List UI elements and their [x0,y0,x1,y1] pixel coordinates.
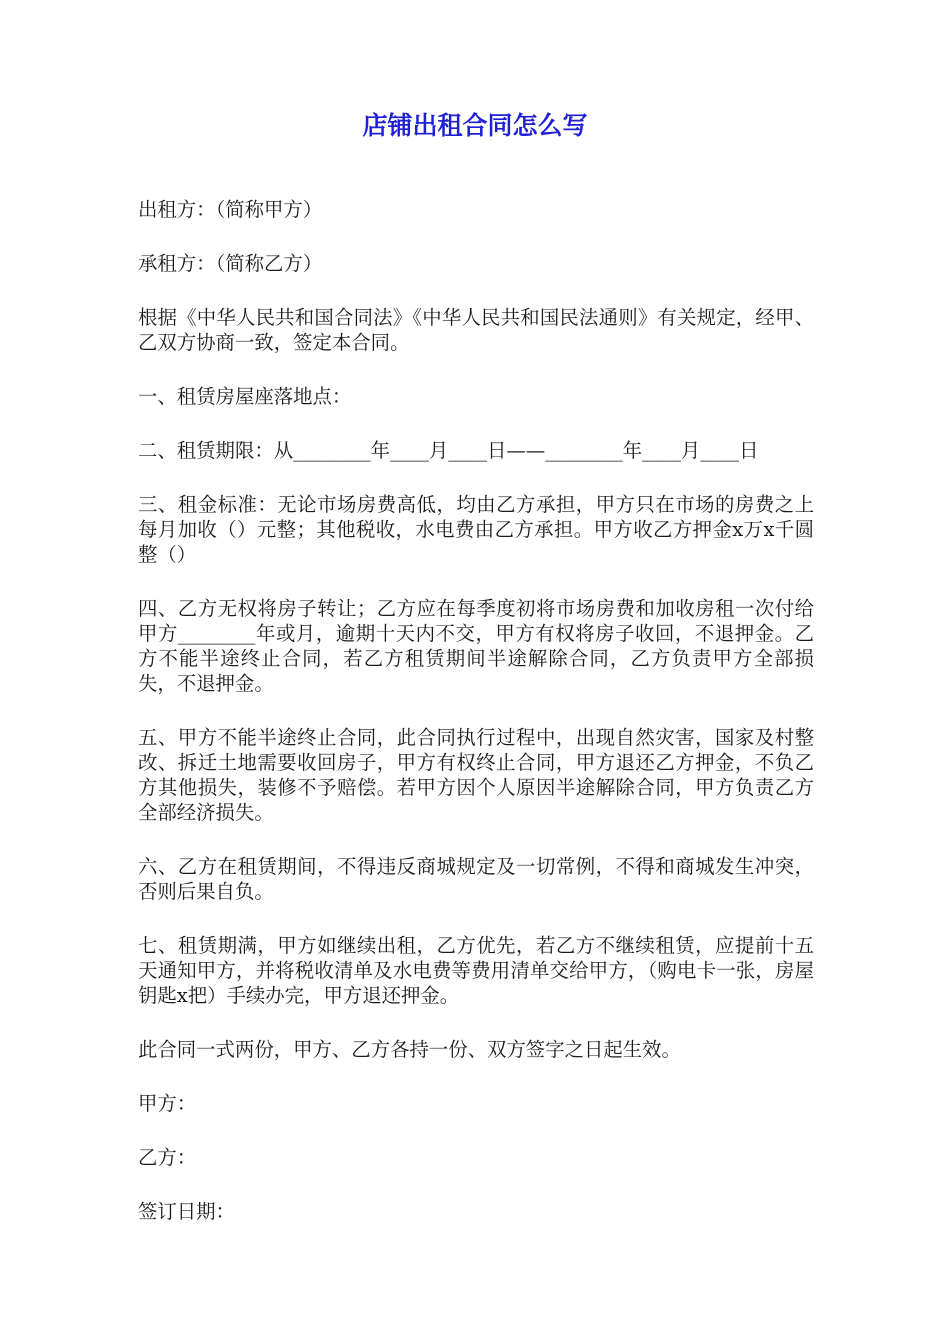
paragraph-lessor: 出租方：（简称甲方） [138,198,323,221]
paragraph-validity: 此合同一式两份，甲方、乙方各持一份、双方签字之日起生效。 [138,1038,681,1061]
paragraph-clause-2: 二、租赁期限：从________年____月____日——________年____月____日 [138,439,759,462]
paragraph-clause-3: 三、租金标准：无论市场房费高低，均由乙方承担，甲方只在市场的房费之上每月加收（）元整；其他税收，水电费由乙方承担。甲方收乙方押金x万x千圆整（） [138,493,814,566]
paragraph-lessee: 承租方：（简称乙方） [138,252,323,275]
signature-party-b: 乙方： [138,1146,197,1169]
paragraph-clause-5: 五、甲方不能半途终止合同，此合同执行过程中，出现自然灾害，国家及村整改、拆迁土地需要收回房子，甲方有权终止合同，甲方退还乙方押金，不负乙方其他损失，装修不予赔偿。若甲方因个人原因半途解除合同，甲方负责乙方全部经济损失。 [138,726,814,824]
paragraph-clause-6: 六、乙方在租赁期间，不得违反商城规定及一切常例，不得和商城发生冲突，否则后果自负。 [138,855,814,903]
paragraph-basis: 根据《中华人民共和国合同法》《中华人民共和国民法通则》有关规定，经甲、乙双方协商一致，签定本合同。 [138,306,814,354]
paragraph-clause-1: 一、租赁房屋座落地点： [138,385,352,408]
signing-date: 签订日期： [138,1200,235,1223]
paragraph-clause-4: 四、乙方无权将房子转让；乙方应在每季度初将市场房费和加收房租一次付给甲方________年或月，逾期十天内不交，甲方有权将房子收回，不退押金。乙方不能半途终止合同，若乙方租赁期间半途解除合同，乙方负责甲方全部损失，不退押金。 [138,597,814,695]
contract-body [138,197,814,1253]
document-title: 店铺出租合同怎么写 [362,111,588,140]
paragraph-clause-7: 七、租赁期满，甲方如继续出租，乙方优先，若乙方不继续租赁，应提前十五天通知甲方，并将税收清单及水电费等费用清单交给甲方，（购电卡一张，房屋钥匙x把）手续办完，甲方退还押金。 [138,934,814,1007]
signature-party-a: 甲方： [138,1092,197,1115]
